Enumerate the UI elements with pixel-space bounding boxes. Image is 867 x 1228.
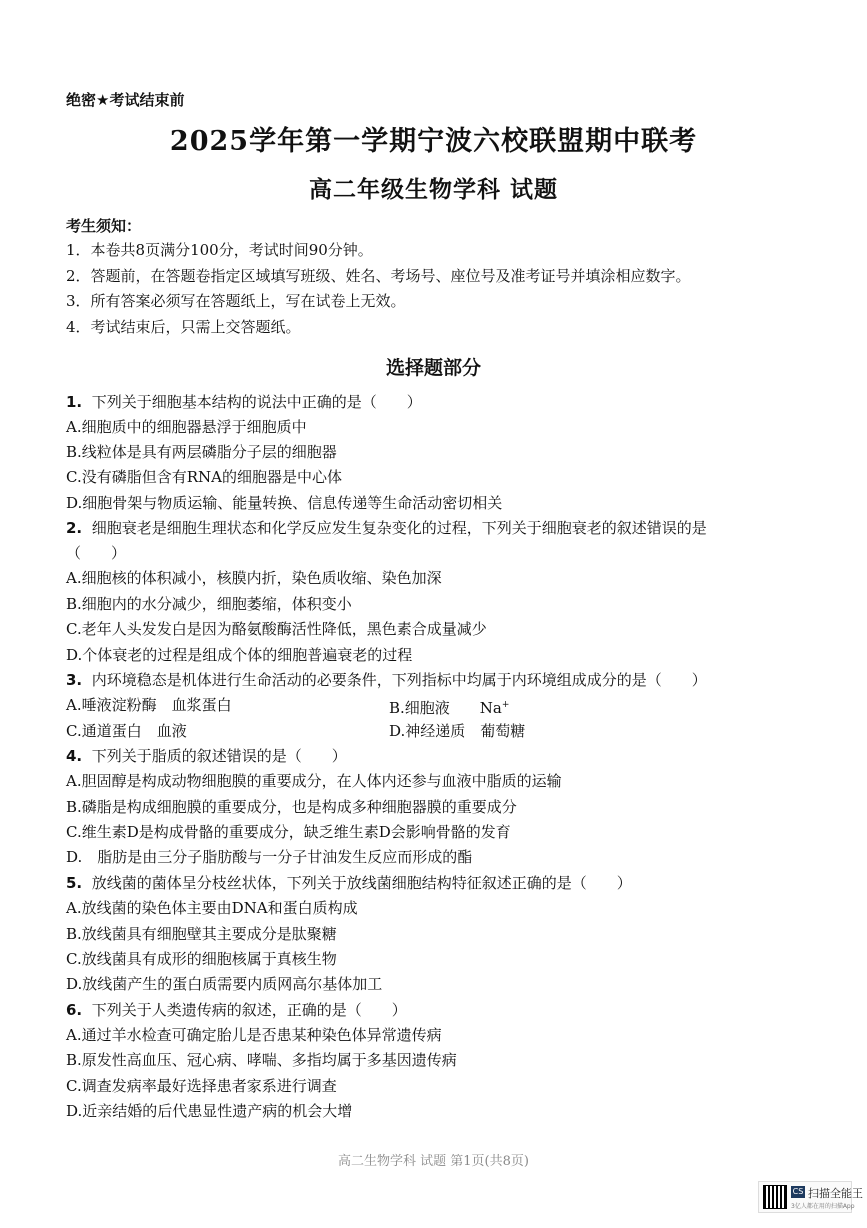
question-number: 3. — [66, 671, 83, 689]
question-text: 下列关于细胞基本结构的说法中正确的是（ ） — [91, 393, 422, 411]
question-6-option-d: D.近亲结婚的后代患显性遗产病的机会大增 — [66, 1102, 353, 1120]
question-3-stem — [66, 670, 707, 690]
question-6-stem — [66, 1000, 407, 1020]
notice-item: 1．本卷共8页满分100分，考试时间90分钟。 — [66, 241, 373, 259]
question-number: 5. — [66, 874, 83, 892]
exam-title: 2025学年第一学期宁波六校联盟期中联考 — [169, 126, 698, 157]
notice-item: 2．答题前，在答题卷指定区域填写班级、姓名、考场号、座位号及准考证号并填涂相应数字。 — [66, 267, 691, 285]
question-3-options-row2 — [66, 721, 766, 741]
question-1-option-c: C.没有磷脂但含有RNA的细胞器是中心体 — [66, 468, 342, 486]
exam-subtitle: 高二年级生物学科 试题 — [308, 176, 558, 203]
question-1-option-b: B.线粒体是具有两层磷脂分子层的细胞器 — [66, 443, 337, 461]
question-6-option-a: A.通过羊水检查可确定胎儿是否患某种染色体异常遗传病 — [66, 1026, 442, 1044]
question-2-option-d: D.个体衰老的过程是组成个体的细胞普遍衰老的过程 — [66, 646, 413, 664]
camscanner-logo-icon: CS — [792, 1187, 804, 1196]
question-5-option-b: B.放线菌具有细胞壁其主要成分是肽聚糖 — [66, 925, 337, 943]
question-2-option-c: C.老年人头发发白是因为酪氨酸酶活性降低，黑色素合成量减少 — [66, 620, 487, 638]
question-2-stem-cont: （ ） — [66, 544, 127, 562]
page-footer: 高二生物学科 试题 第1页(共8页) — [338, 1154, 529, 1169]
question-5-option-a: A.放线菌的染色体主要由DNA和蛋白质构成 — [66, 899, 358, 917]
question-1-stem — [66, 392, 422, 412]
question-text: 细胞衰老是细胞生理状态和化学反应发生复杂变化的过程，下列关于细胞衰老的叙述错误的是 — [91, 519, 707, 537]
question-5-option-c: C.放线菌具有成形的细胞核属于真核生物 — [66, 950, 337, 968]
question-4-option-c: C.维生素D是构成骨骼的重要成分，缺乏维生素D会影响骨骼的发育 — [66, 823, 511, 841]
question-2-stem — [66, 518, 707, 538]
question-1-option-d: D.细胞骨架与物质运输、能量转换、信息传递等生命活动密切相关 — [66, 494, 503, 512]
secret-label: 绝密★考试结束前 — [66, 91, 185, 109]
notice-item: 3．所有答案必须写在答题纸上，写在试卷上无效。 — [66, 292, 406, 310]
notice-heading: 考生须知： — [66, 217, 142, 235]
question-6-option-b: B.原发性高血压、冠心病、哮喘、多指均属于多基因遗传病 — [66, 1051, 457, 1069]
question-number: 6. — [66, 1001, 83, 1019]
question-6-option-c: C.调查发病率最好选择患者家系进行调查 — [66, 1077, 337, 1095]
scanner-watermark — [758, 1181, 863, 1213]
question-number: 4. — [66, 747, 83, 765]
question-2-option-a: A.细胞核的体积减小，核膜内折，染色质收缩、染色加深 — [66, 569, 442, 587]
notice-item: 4．考试结束后，只需上交答题纸。 — [66, 318, 301, 336]
question-1-option-a: A.细胞质中的细胞器悬浮于细胞质中 — [66, 418, 307, 436]
question-4-stem — [66, 746, 347, 766]
question-5-stem — [66, 873, 632, 893]
qr-code-icon — [763, 1185, 787, 1209]
question-3-option-c: C.通道蛋白 血液 — [66, 722, 187, 740]
question-2-option-b: B.细胞内的水分减少，细胞萎缩，体积变小 — [66, 595, 352, 613]
option-b-text: B.细胞液 Na — [389, 699, 502, 717]
question-text: 放线菌的菌体呈分枝丝状体，下列关于放线菌细胞结构特征叙述正确的是（ ） — [91, 874, 632, 892]
question-3-option-a: A.唾液淀粉酶 血浆蛋白 — [66, 696, 232, 714]
question-5-option-d: D.放线菌产生的蛋白质需要内质网高尔基体加工 — [66, 975, 383, 993]
question-3-options-row1 — [66, 695, 766, 715]
question-text: 内环境稳态是机体进行生命活动的必要条件，下列指标中均属于内环境组成成分的是（ ） — [91, 671, 707, 689]
question-text: 下列关于人类遗传病的叙述，正确的是（ ） — [91, 1001, 407, 1019]
question-3-option-b — [389, 695, 509, 718]
question-4-option-d: D. 脂肪是由三分子脂肪酸与一分子甘油发生反应而形成的酯 — [66, 848, 473, 866]
question-4-option-b: B.磷脂是构成细胞膜的重要成分，也是构成多种细胞器膜的重要成分 — [66, 798, 517, 816]
section-title: 选择题部分 — [385, 357, 481, 379]
superscript: + — [501, 700, 510, 710]
scanner-tagline: 3亿人都在用的扫描App — [791, 1203, 855, 1210]
question-3-option-d: D.神经递质 葡萄糖 — [389, 722, 526, 740]
question-number: 2. — [66, 519, 83, 537]
question-number: 1. — [66, 393, 83, 411]
scanner-app-name: 扫描全能王 — [808, 1187, 863, 1200]
question-text: 下列关于脂质的叙述错误的是（ ） — [91, 747, 347, 765]
question-4-option-a: A.胆固醇是构成动物细胞膜的重要成分，在人体内还参与血液中脂质的运输 — [66, 772, 562, 790]
